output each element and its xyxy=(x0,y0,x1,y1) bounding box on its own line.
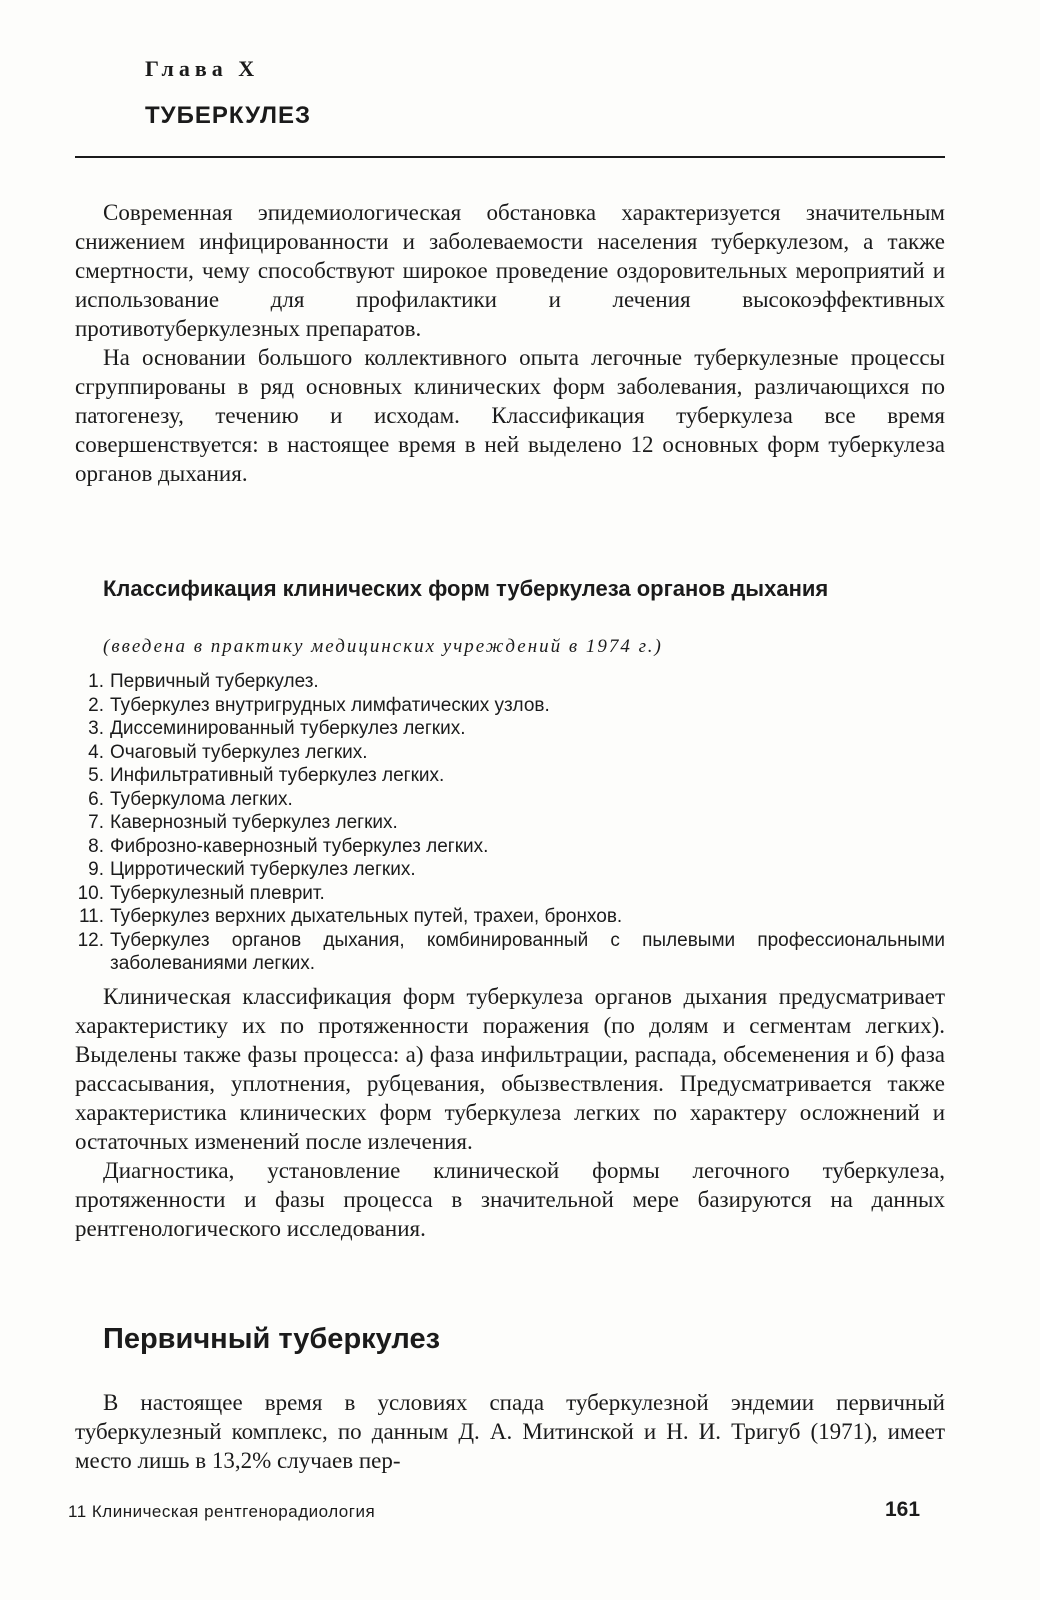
list-item-text: Цирротический туберкулез легких. xyxy=(110,859,416,880)
list-item-number: 7. xyxy=(88,812,104,833)
list-item-text: Инфильтративный туберкулез легких. xyxy=(110,765,445,786)
primary-tb-heading: Первичный туберкулез xyxy=(103,1323,440,1355)
list-item xyxy=(75,717,945,741)
list-item-number: 12. xyxy=(77,929,104,951)
primary-tb-text xyxy=(75,1388,945,1475)
intro-paragraph: На основании большого коллективного опыта легочные туберкулезные процессы сгруппированы в ряд основных клинических форм заболевания, различающихся по патогенезу, течению и исходам. Классификация туберкулеза все время совершенствуется: в настоящее время в ней выделено 12 основных форм туберкулеза органов дыхания. xyxy=(75,345,945,486)
list-item-text: Туберкулома легких. xyxy=(110,788,293,810)
primary-tb-paragraph: В настоящее время в условиях спада туберкулезной эндемии первичный туберкулезный комплекс, по данным Д. А. Митинской и Н. И. Тригуб (1971), имеет место лишь в 13,2% случаев пер- xyxy=(75,1390,945,1473)
list-item xyxy=(75,835,945,859)
list-item-text: Туберкулез органов дыхания, комбинированный с пылевыми профессиональными заболеваниями легких. xyxy=(110,929,945,974)
list-item-text: Диссеминированный туберкулез легких. xyxy=(110,718,466,739)
chapter-rule xyxy=(75,156,945,158)
list-item-number: 5. xyxy=(88,765,104,786)
classification-paragraph: Диагностика, установление клинической формы легочного туберкулеза, протяженности и фазы процесса в значительной мере базируются на данных рентгенологического исследования. xyxy=(75,1158,945,1241)
classification-note: (введена в практику медицинских учреждений в 1974 г.) xyxy=(103,636,663,657)
chapter-title: ТУБЕРКУЛЕЗ xyxy=(145,102,311,129)
chapter-label: Глава X xyxy=(145,56,260,81)
list-item xyxy=(75,882,945,906)
list-item-number: 8. xyxy=(88,835,104,857)
page-number: 161 xyxy=(885,1498,921,1521)
list-item-number: 9. xyxy=(88,859,104,880)
list-item xyxy=(75,670,945,694)
intro-text xyxy=(75,198,945,488)
list-item-number: 6. xyxy=(88,788,104,810)
list-item xyxy=(75,741,945,765)
list-item-number: 1. xyxy=(88,671,104,692)
list-item xyxy=(75,764,945,788)
list-item xyxy=(75,811,945,835)
list-item-text: Туберкулез верхних дыхательных путей, трахеи, бронхов. xyxy=(110,906,623,927)
list-item-number: 10. xyxy=(77,882,104,904)
classification-paragraph: Клиническая классификация форм туберкулеза органов дыхания предусматривает характеристику их по протяженности поражения (по долям и сегментам легких). Выделены также фазы процесса: а) фаза инфильтрации, распада, обсеменения и б) фаза рассасывания, уплотнения, рубцевания, обызвествления. Предусматривается также характеристика клинических форм туберкулеза легких по характеру осложнений и остаточных изменений после излечения. xyxy=(75,984,945,1154)
list-item-number: 4. xyxy=(88,741,104,763)
list-item-number: 2. xyxy=(88,694,104,716)
list-item-text: Фиброзно-кавернозный туберкулез легких. xyxy=(110,835,489,857)
list-item xyxy=(75,694,945,718)
list-item xyxy=(75,858,945,882)
list-item-text: Первичный туберкулез. xyxy=(110,671,319,692)
list-item-number: 11. xyxy=(78,906,104,927)
list-item xyxy=(75,788,945,812)
list-item-text: Туберкулез внутригрудных лимфатических узлов. xyxy=(110,694,550,716)
list-item-number: 3. xyxy=(88,718,104,739)
intro-paragraph: Современная эпидемиологическая обстановка характеризуется значительным снижением инфицированности и заболеваемости населения туберкулезом, а также смертности, чему способствуют широкое проведение оздоровительных мероприятий и использование для профилактики и лечения высокоэффективных противотуберкулезных препаратов. xyxy=(75,200,945,341)
classification-text xyxy=(75,982,945,1243)
classification-heading: Классификация клинических форм туберкулеза органов дыхания xyxy=(103,576,829,601)
list-item xyxy=(75,905,945,929)
list-item-text: Туберкулезный плеврит. xyxy=(110,882,325,904)
list-item xyxy=(75,929,945,976)
running-footer: 11 Клиническая рентгенорадиология xyxy=(68,1502,376,1521)
list-item-text: Очаговый туберкулез легких. xyxy=(110,741,368,763)
list-item-text: Кавернозный туберкулез легких. xyxy=(110,812,398,833)
classification-list xyxy=(75,670,945,976)
